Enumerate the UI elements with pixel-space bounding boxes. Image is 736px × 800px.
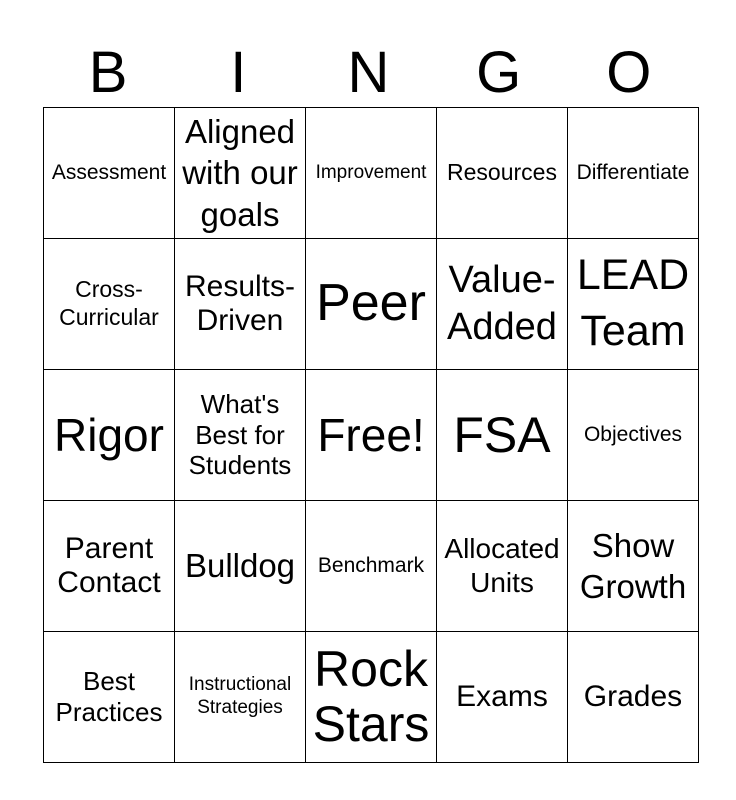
cell-label: Peer: [316, 274, 426, 333]
cell-label: Objectives: [583, 423, 683, 447]
cell-label: Value- Added: [447, 258, 557, 348]
cell-label: Assessment: [51, 161, 167, 185]
header-letter-n: N: [347, 40, 390, 105]
cell-label: Grades: [583, 679, 683, 713]
cell-label: Aligned with our goals: [182, 113, 298, 233]
board-cell[interactable]: [175, 239, 306, 370]
cell-label: Best Practices: [55, 666, 163, 727]
board-row: [44, 501, 699, 632]
cell-label: Parent Contact: [57, 531, 161, 599]
board-row: [44, 370, 699, 501]
header-letter-i: I: [230, 40, 247, 105]
board-cell[interactable]: [306, 239, 437, 370]
cell-label: Instructional Strategies: [188, 674, 292, 718]
header-letter-o: O: [606, 40, 652, 105]
board-cell[interactable]: [306, 108, 437, 239]
bingo-header: [43, 38, 694, 108]
cell-label: Differentiate: [576, 161, 690, 185]
board-cell[interactable]: [175, 632, 306, 763]
board-cell[interactable]: [44, 501, 175, 632]
cell-label: Bulldog: [184, 547, 296, 585]
cell-label: Improvement: [315, 161, 427, 183]
board-cell[interactable]: [175, 501, 306, 632]
cell-label: Results- Driven: [184, 269, 296, 337]
cell-label: Rock Stars: [312, 641, 430, 752]
board-cell[interactable]: [306, 632, 437, 763]
board-cell[interactable]: [437, 239, 568, 370]
board-cell[interactable]: [437, 108, 568, 239]
cell-label: Free!: [317, 408, 425, 461]
cell-label: Allocated Units: [444, 533, 560, 598]
board-row: [44, 632, 699, 763]
cell-label: Cross- Curricular: [59, 276, 159, 330]
board-row: [44, 239, 699, 370]
board-cell[interactable]: [44, 370, 175, 501]
cell-label: FSA: [453, 406, 551, 463]
cell-label: Benchmark: [317, 554, 425, 578]
bingo-board: [43, 107, 699, 763]
board-cell[interactable]: [437, 370, 568, 501]
board-cell[interactable]: [306, 501, 437, 632]
cell-label: LEAD Team: [576, 251, 690, 355]
board-cell[interactable]: [568, 370, 699, 501]
board-cell[interactable]: [568, 239, 699, 370]
cell-label: Resources: [447, 159, 557, 186]
board-cell[interactable]: [437, 501, 568, 632]
board-cell free-space[interactable]: [306, 370, 437, 501]
cell-label: What's Best for Students: [188, 388, 292, 481]
cell-label: Rigor: [54, 408, 164, 461]
board-cell[interactable]: [44, 632, 175, 763]
cell-label: Show Growth: [579, 526, 687, 605]
board-row: [44, 108, 699, 239]
board-cell[interactable]: [175, 108, 306, 239]
board-cell[interactable]: [44, 108, 175, 239]
board-cell[interactable]: [437, 632, 568, 763]
header-letter-g: G: [476, 40, 522, 105]
board-cell[interactable]: [568, 632, 699, 763]
board-cell[interactable]: [44, 239, 175, 370]
board-cell[interactable]: [568, 501, 699, 632]
cell-label: Exams: [456, 679, 548, 713]
header-letter-b: B: [88, 40, 128, 105]
board-cell[interactable]: [175, 370, 306, 501]
board-cell[interactable]: [568, 108, 699, 239]
